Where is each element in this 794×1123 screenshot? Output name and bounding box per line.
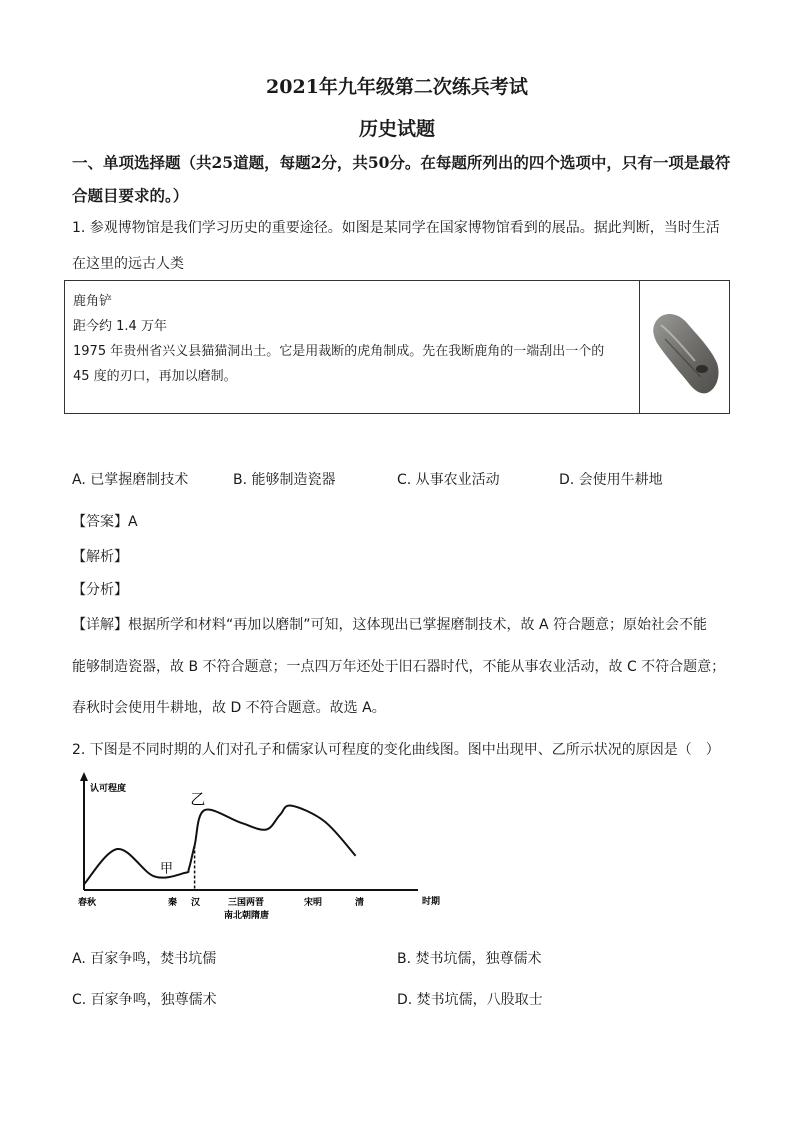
q1-option-a: A. 已掌握磨制技术 — [72, 472, 189, 488]
tick-qin: 秦 — [168, 898, 178, 908]
tick-qing: 清 — [355, 898, 365, 908]
q2-option-b: B. 焚书坑儒，独尊儒术 — [397, 951, 542, 967]
q2-option-c: C. 百家争鸣，独尊儒术 — [72, 992, 217, 1008]
section-heading: 一、单项选择题（共25道题，每题2分，共50分。在每题所列出的四个选项中，只有一项是最符合题目要求的。） — [72, 153, 731, 205]
exhibit-box — [64, 280, 730, 414]
q1-stem-line2: 在这里的远古人类 — [72, 256, 184, 272]
detail-line2: 能够制造瓷器，故 B 不符合题意；一点四万年还处于旧石器时代，不能从事农业活动，故 C 不符合题意； — [72, 659, 726, 675]
detail-label: 【详解】 — [72, 617, 128, 633]
exam-title: 2021年九年级第二次练兵考试 — [266, 76, 528, 98]
y-axis-arrow — [80, 772, 88, 781]
answer-label: 【答案】 — [72, 514, 128, 530]
q2-stem: 2. 下图是不同时期的人们对孔子和儒家认可程度的变化曲线图。图中出现甲、乙所示状况的原因是（ ） — [72, 742, 720, 758]
recognition-chart — [70, 772, 440, 932]
tick-han: 汉 — [191, 898, 201, 908]
detail-text-1: 根据所学和材料“再加以磨制”可知，这体现出已掌握磨制技术，故 A 符合题意；原始社会不能 — [128, 617, 707, 633]
annotation-jia: 甲 — [160, 861, 174, 877]
q1-stem-line1: 1. 参观博物馆是我们学习历史的重要途径。如图是某同学在国家博物馆看到的展品。据此判断，当时生活 — [72, 220, 720, 236]
exhibit-name: 鹿角铲 — [73, 294, 113, 309]
detail-line1 — [72, 615, 732, 635]
series-line — [84, 805, 356, 884]
detail-line3: 春秋时会使用牛耕地，故 D 不符合题意。故选 A。 — [72, 700, 386, 716]
tick-songming: 宋明 — [304, 898, 323, 908]
tick-chunqiu: 春秋 — [78, 898, 97, 908]
exhibit-text — [73, 289, 639, 389]
exhibit-desc-line1: 1975 年贵州省兴义县猫猫洞出土。它是用裁断的虎角制成。先在我断鹿角的一端刮出一个的 — [73, 344, 605, 359]
q1-option-c: C. 从事农业活动 — [397, 472, 500, 488]
y-axis-label: 认可程度 — [90, 784, 127, 794]
q1-option-b: B. 能够制造瓷器 — [233, 472, 336, 488]
answer-line — [72, 511, 138, 531]
q1-option-d: D. 会使用牛耕地 — [559, 472, 663, 488]
tick-sanguo: 三国两晋 — [228, 898, 265, 908]
subject-title: 历史试题 — [358, 118, 435, 140]
fenxi-label: 【分析】 — [72, 582, 128, 598]
x-axis-label: 时期 — [422, 897, 440, 907]
exhibit-age: 距今约 1.4 万年 — [73, 319, 167, 334]
antler-shovel-photo — [647, 289, 725, 405]
jiexi-label: 【解析】 — [72, 549, 128, 565]
q2-option-a: A. 百家争鸣，焚书坑儒 — [72, 951, 217, 967]
q2-option-d: D. 焚书坑儒，八股取士 — [397, 992, 543, 1008]
exhibit-desc-line2: 45 度的刃口，再加以磨制。 — [73, 369, 237, 384]
exhibit-divider — [639, 281, 640, 413]
tick-nanbeichao: 南北朝隋唐 — [224, 911, 270, 921]
annotation-yi: 乙 — [190, 790, 206, 809]
answer-value: A — [128, 514, 138, 530]
